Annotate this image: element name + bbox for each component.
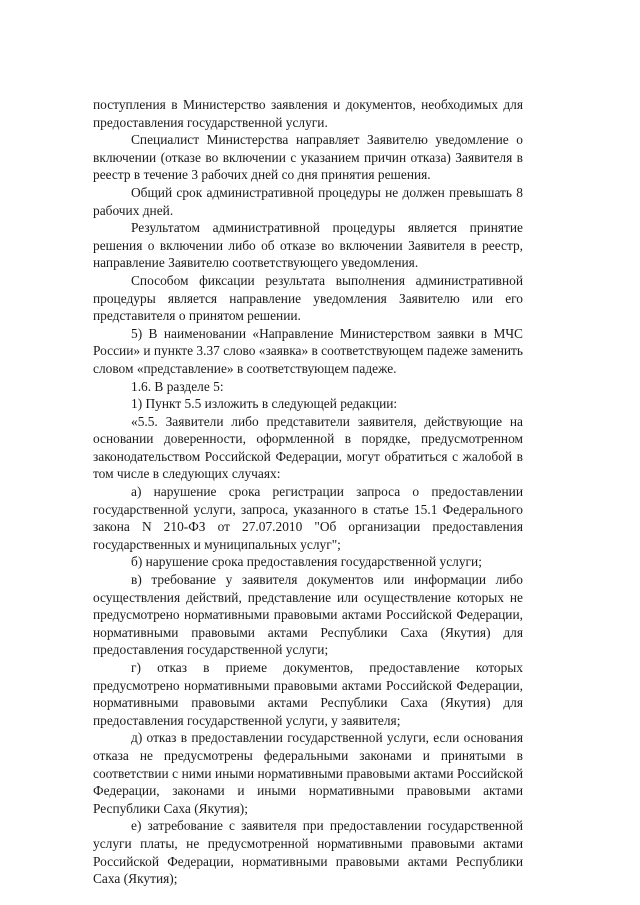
list-item-v: в) требование у заявителя документов или информации либо осуществления действий, представление или осуществление которых не предусмотрено нормативными правовыми актами Российской Федерации, нормативными правовыми актами Республики Саха (Якутия) для предоставления государственной услуги; <box>93 572 523 658</box>
list-item-d: д) отказ в предоставлении государственной услуги, если основания отказа не предусмотрены федеральными законами и принятыми в соответствии с ними иными нормативными правовыми актами Российской Федерации, законами и иными нормативными правовыми актами Республики Саха (Якутия); <box>93 730 523 816</box>
list-item-b: б) нарушение срока предоставления государственной услуги; <box>131 554 482 570</box>
paragraph-total-term: Общий срок административной процедуры не должен превышать 8 рабочих дней. <box>93 184 523 218</box>
paragraph-notification: Специалист Министерства направляет Заявителю уведомление о включении (отказе во включении с указанием причин отказа) Заявителя в реестр в течение 3 рабочих дней со дня принятия решения. <box>93 132 523 183</box>
paragraph-continuation: поступления в Министерство заявления и документов, необходимых для предоставления государственной услуги. <box>93 97 523 130</box>
paragraph-point-5-5-intro: 1) Пункт 5.5 изложить в следующей редакции: <box>131 396 398 412</box>
paragraph-fixation: Способом фиксации результата выполнения административной процедуры является направление уведомления Заявителю или его представителя о принятом решении. <box>93 272 523 324</box>
paragraph-point-5-5: «5.5. Заявители либо представители заявителя, действующие на основании доверенности, оформленной в порядке, предусмотренном законодательством Российской Федерации, могут обратиться с жалобой в том числе в следующих случаях: <box>93 413 523 482</box>
list-item-g: г) отказ в приеме документов, предоставление которых предусмотрено нормативными правовыми актами Российской Федерации, нормативными правовыми актами Республики Саха (Якутия) для предоставления государственной услуги, у заявителя; <box>93 660 523 728</box>
paragraph-item-5: 5) В наименовании «Направление Министерством заявки в МЧС России» и пункте 3.37 слово «заявка» в соответствующем падеже заменить словом «представление» в соответствующем падеже. <box>93 325 523 376</box>
list-item-e: е) затребование с заявителя при предоставлении государственной услуги платы, не предусмотренной нормативными правовыми актами Российской Федерации, нормативными правовыми актами Республики Саха (Якутия); <box>93 818 523 887</box>
paragraph-section-1-6: 1.6. В разделе 5: <box>131 378 224 394</box>
list-item-a: а) нарушение срока регистрации запроса о предоставлении государственной услуги, запроса, указанного в статье 15.1 Федерального закона N 210-ФЗ от 27.07.2010 "Об организации предоставления государственных и муниципальных услуг"; <box>93 484 523 552</box>
document-body <box>93 96 523 888</box>
paragraph-result: Результатом административной процедуры является принятие решения о включении либо об отказе во включении Заявителя в реестр, направление Заявителю соответствующего уведомления. <box>93 220 523 271</box>
